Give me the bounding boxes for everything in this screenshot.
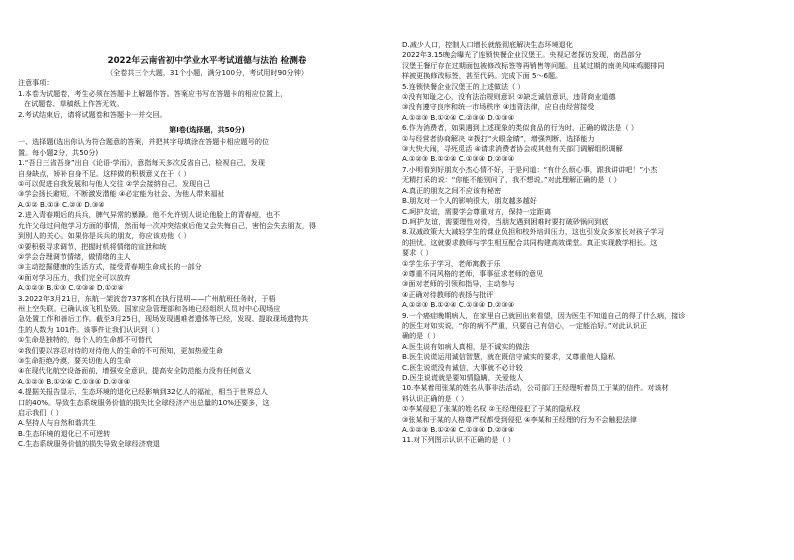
question-line: 急处置工作和善后工作。截至3月25日，现场发现遇难者遗体等已经，发现、提取现场遗物共 — [18, 314, 309, 324]
question-line: ③学会扬长避短，不断激发潜能 ④必定能为社会、为他人带来福祉 — [18, 189, 225, 199]
question-line: ③生命拒绝冷漠，要关切他人的生命 — [18, 355, 131, 365]
question-line: ③张某和于某的人格尊严权都受到侵犯 ④李某和王经理的行为不会触犯法律 — [402, 414, 637, 424]
question-line: 11.对下列图示认识不正确的是（ ） — [402, 435, 515, 445]
question-line: 7.小明看到好朋友小杰心情不好，于是问道：“有什么烦心事，跟我讲讲吧！”小杰 — [402, 164, 658, 174]
question-line: A.①②③ B.①②④ C.②③④ D.①③④ — [402, 112, 515, 122]
question-line: ①与经营者协商解决 ②拨打“火眼金睛”，增强判断、选择能力 — [402, 133, 595, 143]
question-line: ③大快大闹，寻死觅活 ④请求消费者协会或其他有关部门调解组织调解 — [402, 144, 623, 154]
question-line: C.呵护友谊，需要学会尊重对方，保持一定距离 — [402, 206, 552, 216]
right-question-list — [402, 40, 780, 446]
question-line: ③面对老师的引领和指导，主动参与 — [402, 279, 515, 289]
question-line: D.呵护友谊，需要理性对待，当朋友遇到困难时要打破砂锅问到底 — [402, 216, 609, 226]
question-line: ②尊重不同风格的老师，事事征求老师的意见 — [402, 268, 544, 278]
question-line: A.①②③ B.①②④ C.①③④ D.②③④ — [402, 425, 515, 435]
question-line: 1.“吾日三省吾身”出自《论语·学而》，意指每天多次反省自己、检视自己，发现 — [18, 158, 265, 168]
question-line: 9.一个癌症晚期病人，在家里自己就回出来看望，因为医生不知道自己的得了什么病，接诊 — [402, 310, 686, 320]
right-column — [402, 40, 780, 446]
question-line: A.医生说有如病人真相，是不诚实的做法 — [402, 341, 530, 351]
question-line: 要求（ ） — [402, 248, 433, 258]
question-line: ④在现代化航空设备面前，增强安全意识，提高安全防范能力没有任何意义 — [18, 366, 252, 376]
question-line: 允许父母过问他学习方面的事情，然而每一次冲突结束后他又会失悔自己，害怕会失去朋友，得 — [18, 220, 316, 230]
question-line: D.医生说谎就是要知情隐瞒，关爱他人 — [402, 373, 524, 382]
question-line: 4.提据关报告显示，生态环境的退化已经影响到32亿人的福祉，相当于世界总人 — [18, 387, 268, 397]
left-question-list — [18, 158, 396, 449]
notice-item: 在试题卷、草稿纸上作答无效。 — [24, 99, 124, 109]
question-line: ①学生乐于学习，老师寓教于乐 — [402, 258, 501, 268]
question-line: ①可以促进自我发展和与他人交往 ②学会接纳自己，发现自己 — [18, 179, 211, 189]
question-line: 确的是（ ） — [402, 331, 440, 341]
question-line: A.真正的朋友之间不应该有秘密 — [402, 185, 502, 195]
question-line: 3.2022年3月21日，东航一架波音737客机在执行昆明——广州航班任务时，于梧 — [18, 293, 276, 303]
notice-item: 2.考试结束后，请将试题卷和答题卡一并交回。 — [18, 109, 167, 119]
question-line: B.朋友对一个人的影响很大，朋友越多越好 — [402, 196, 537, 206]
question-line: ①李某侵犯了张某的姓名权 ②王经理侵犯了于某的隐私权 — [402, 404, 581, 414]
question-line: 无精打采的说：“你能不能别问了，我不想说。”对此理解正确的是（ ） — [402, 175, 621, 185]
question-line: B.生态环境的退化已不可逆转 — [18, 428, 111, 438]
exam-subtitle: （全卷共三个大题，31个小题，满分100分，考试用时90分钟） — [106, 68, 308, 77]
question-line: 8.双减政策大大减轻学生的课业负担和校外培训压力，这也引发众多家长对孩子学习 — [402, 227, 665, 237]
question-line: 汉堡王餐厅存在过期面包被修改标签等再销售等问题。且某过期的南美风味鸡腿排同 — [402, 60, 665, 70]
question-line: 自身缺点，矫补自身不足。这样做的积极意义在于（ ） — [18, 168, 191, 178]
question-line: ③没有遵守良序和统一市场秩序 ④违背法律，应自由经营接受 — [402, 102, 595, 112]
question-line: 2022年3.15晚会曝光了连锁快餐企业汉堡王。央视记者探访发现，南昌部分 — [402, 50, 642, 60]
question-line: A.①②③ B.①②④ C.①③④ D.②③④ — [402, 154, 515, 164]
question-line: 样被更换修改标签，甚至代码。完成下面 5～6题。 — [402, 71, 563, 81]
question-line: 料认识正确的是（ ） — [402, 393, 469, 403]
section-heading: 第Ⅰ卷(选择题，共50分) — [169, 125, 245, 135]
question-line: 口的40%。导致生态系统服务价值的损失比全球经济产出总量的10%还要多，这 — [18, 397, 270, 407]
question-line: 5.连锁快餐企业汉堡王的上述做法（ ） — [402, 81, 525, 91]
question-line: 的医生对如实说，“你的病不严重，只要自己有信心，一定能治好。”对此认识正 — [402, 320, 647, 330]
notice-heading: 注意事项： — [18, 78, 54, 88]
question-line: A.①② B.①③ C.②③ D.③④ — [18, 199, 105, 209]
question-line: 的担忧。这就要求教师与学生相互配合共同构建高效课堂。真正实现教学相长。这 — [402, 237, 658, 247]
question-line: 6.作为消费者，如果遇到上述现象的类似食品的行为时，正确的做法是（ ） — [402, 123, 639, 133]
question-line: C.医生说谎没有诚信，大事就不必计较 — [402, 362, 523, 372]
left-column — [18, 68, 396, 450]
question-line: 启示我们（ ） — [18, 408, 63, 417]
question-line: ①生命是独特的，每个人的生命都不可替代 — [18, 335, 153, 345]
question-line: ①要积极寻求调节，把握时机将情绪的宣泄和统 — [18, 241, 167, 251]
question-line: A.①②③ B.①②④ C.①③④ D.②③④ — [18, 376, 131, 386]
question-line: ④面对学习压力，我们完全可以放弃 — [18, 272, 131, 282]
question-line: ③主动挖掘健康的生活方式，接受青春期生命成长的一部分 — [18, 262, 202, 272]
question-line: A.①②③ B.①②④ C.①③④ D.②③④ — [402, 300, 515, 310]
section-intro: 置。每小题2分，共50分) — [18, 147, 99, 157]
question-line: B.医生说谎运用诚信智慧，就在既信守诚实的要求，又尊重他人隐私 — [402, 352, 615, 362]
question-line: ②学会合理调节情绪，做情绪的主人 — [18, 251, 131, 261]
question-line: 2.进入青春期后的兵兵，脾气异常的暴躁。他不允许别人说论他脸上的青春痘，也不 — [18, 210, 281, 220]
question-line: D.减少人口，控制人口增长就能彻底解决生态环境退化 — [402, 40, 573, 49]
notice-item: 1.本卷为试题卷，考生必须在答题卡上解题作答。答案应书写在答题卡的相应位置上， — [18, 88, 288, 98]
question-line: 10.李某着用张某的姓名从事非法活动，公司部门王经理听着员工于某的信件。对该材 — [402, 383, 669, 393]
question-line: A.①②③ B.①③ C.②③④ D.①②④ — [18, 283, 124, 293]
question-line: ④正确对待教师的表扬与批评 — [402, 289, 494, 299]
question-line: A.坚持人与自然和谐共生 — [18, 418, 96, 428]
section-intro: 一、选择题(选出你认为符合题意的答案，并把其字母填涂在答题卡相应题号的位 — [18, 137, 270, 147]
page-title: 2022年云南省初中学业水平考试道德与法治 检测卷 — [107, 56, 307, 66]
question-line: 生的人数为 101件。该事件让我们认识到（ ） — [18, 324, 164, 334]
question-line: C.生态系统服务价值的损失导致全球经济衰退 — [18, 439, 160, 449]
question-line: ①没有知耻之心，没有法治规则意识 ②缺乏诚信意识，违背商业道德 — [402, 92, 616, 102]
question-line: 州上空失联。已确认该飞机坠毁。国家应急管理部和各地已经组织人员对中心现场应 — [18, 303, 281, 313]
question-line: ②我们要以容忍对待的对待他人的生命的不可预知，更加热爱生命 — [18, 345, 223, 355]
question-line: 到别人的关心。如果你是兵兵的朋友，你应该劝他（ ） — [18, 231, 191, 241]
